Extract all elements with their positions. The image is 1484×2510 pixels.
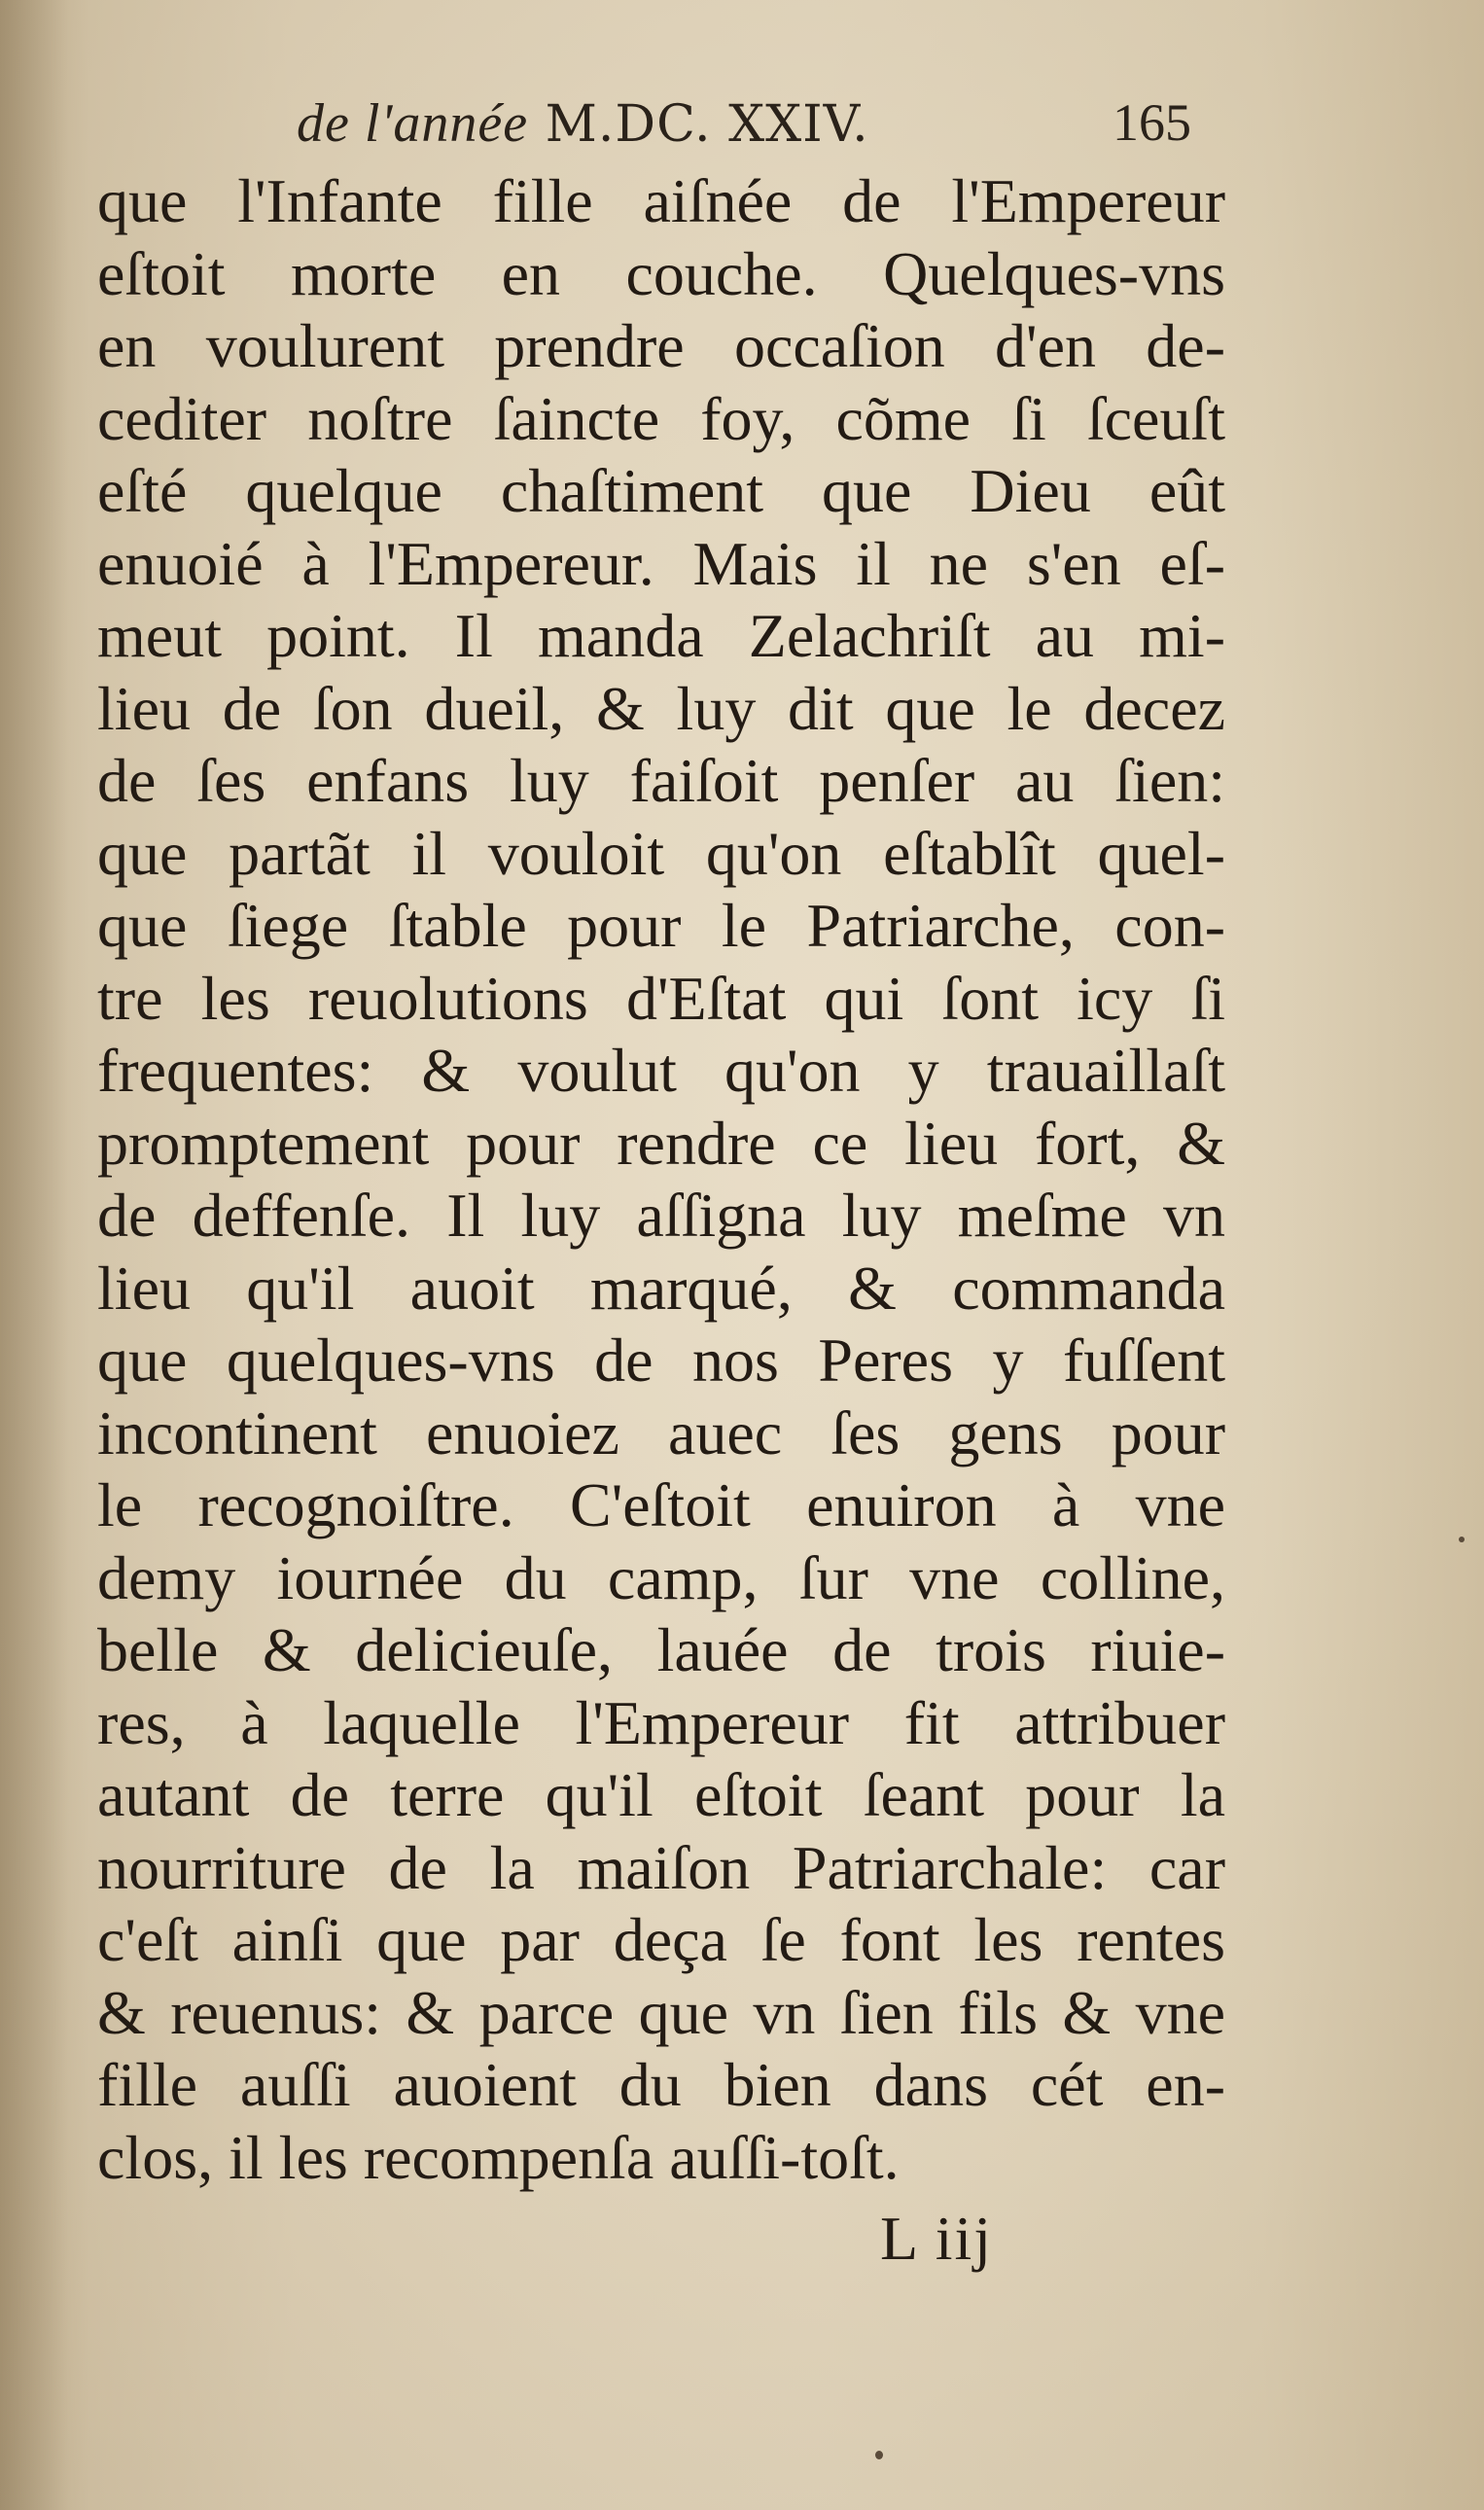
page-number: 165: [1113, 93, 1191, 152]
text-line: que ſiege ſtable pour le Patriarche, con-: [97, 891, 1225, 960]
text-line: lieu de ſon dueil, & luy dit que le decez: [97, 673, 1225, 743]
running-head-italic: de l'année: [297, 93, 529, 154]
text-line: de ſes enfans luy faiſoit penſer au ſien:: [97, 746, 1225, 815]
running-head: [277, 92, 1211, 170]
text-line: frequentes: & voulut qu'on y trauaillaſt: [97, 1036, 1225, 1105]
signature-mark: L iij: [880, 2204, 994, 2273]
ink-speck: [875, 2451, 883, 2459]
text-line: en voulurent prendre occaſion d'en de-: [97, 311, 1225, 380]
body-text: [97, 165, 1225, 2194]
text-line: incontinent enuoiez auec ſes gens pour: [97, 1397, 1225, 1467]
text-line: autant de terre qu'il eſtoit ſeant pour la: [97, 1760, 1225, 1829]
text-line: belle & delicieuſe, lauée de trois riuie-: [97, 1615, 1225, 1684]
text-line: que partãt il vouloit qu'on eſtablît quel-: [97, 818, 1225, 888]
text-line: eſté quelque chaſtiment que Dieu eût: [97, 456, 1225, 525]
text-line: que quelques-vns de nos Peres y fuſſent: [97, 1326, 1225, 1395]
text-line: de deffenſe. Il luy aſſigna luy meſme vn: [97, 1181, 1225, 1250]
text-line: eſtoit morte en couche. Quelques-vns: [97, 238, 1225, 308]
text-line: nourriture de la maiſon Patriarchale: car: [97, 1832, 1225, 1902]
text-line: demy iournée du camp, ſur vne colline,: [97, 1542, 1225, 1612]
text-line: enuoié à l'Empereur. Mais il ne s'en eſ-: [97, 528, 1225, 598]
text-line: le recognoiſtre. C'eſtoit enuiron à vne: [97, 1470, 1225, 1539]
text-line: cediter noſtre ſaincte foy, cõme ſi ſceuſt: [97, 383, 1225, 453]
running-head-title: [297, 92, 869, 155]
text-line: meut point. Il manda Zelachriſt au mi-: [97, 601, 1225, 670]
text-line: lieu qu'il auoit marqué, & commanda: [97, 1253, 1225, 1323]
text-line: fille auſſi auoient du bien dans cét en-: [97, 2050, 1225, 2119]
text-line: res, à laquelle l'Empereur fit attribuer: [97, 1687, 1225, 1757]
text-line: que l'Infante fille aiſnée de l'Empereur: [97, 166, 1225, 235]
ink-speck: [1459, 1537, 1465, 1542]
text-line: tre les reuolutions d'Eſtat qui ſont icy ſi: [97, 963, 1225, 1033]
text-line: c'eſt ainſi que par deça ſe font les rentes: [97, 1905, 1225, 1974]
running-head-year: M.DC. XXIV.: [545, 95, 869, 154]
text-line-last: clos, il les recompenſa auſſi-toſt.: [97, 2122, 900, 2192]
text-line: & reuenus: & parce que vn ſien fils & vne: [97, 1977, 1225, 2047]
text-line: promptement pour rendre ce lieu fort, &: [97, 1108, 1225, 1178]
